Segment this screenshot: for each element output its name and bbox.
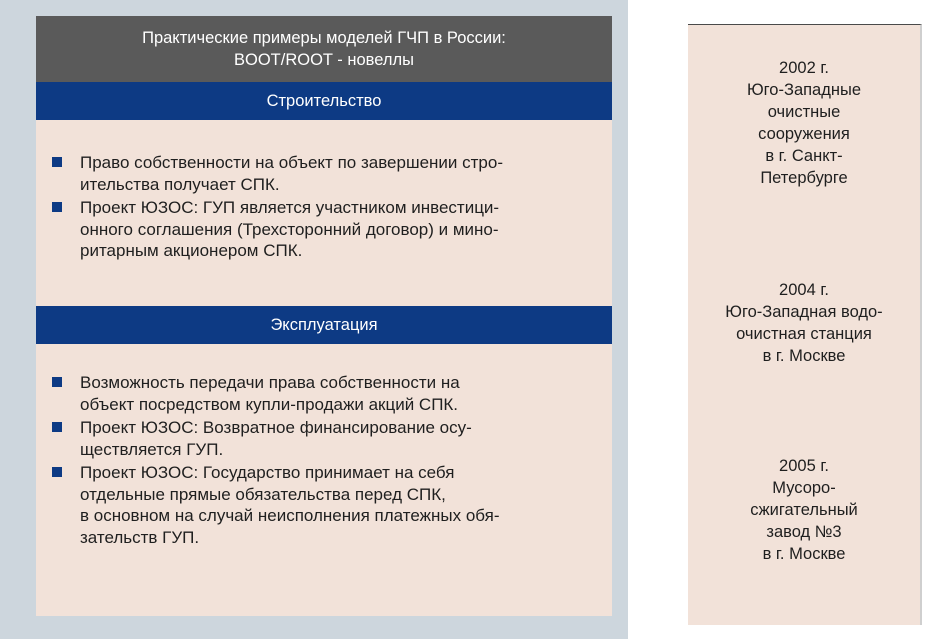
project-line: в г. Москве — [762, 545, 846, 563]
project-year: 2005 г. — [779, 457, 829, 475]
construction-list — [50, 152, 610, 262]
panel-title — [36, 16, 612, 82]
operation-list — [50, 372, 610, 548]
section-heading-construction: Строительство — [36, 82, 612, 120]
list-item — [50, 372, 610, 415]
list-item-line: ритарным акционером СПК. — [80, 241, 303, 260]
square-bullet-icon — [52, 202, 62, 212]
square-bullet-icon — [52, 157, 62, 167]
list-item-line: Проект ЮЗОС: ГУП является участником инвестици- — [80, 198, 500, 217]
list-item-line: онного соглашения (Трехсторонний договор) и мино- — [80, 219, 499, 239]
list-item-line: Возможность передачи права собственности на — [80, 373, 460, 392]
project-entry-2002 — [688, 57, 920, 189]
project-line: сжигательный — [750, 501, 858, 519]
project-line: очистная станция — [736, 325, 872, 343]
project-line: Юго-Западные — [746, 81, 862, 99]
project-line: Юго-Западная водо- — [725, 303, 883, 321]
square-bullet-icon — [52, 377, 62, 387]
project-line: Мусоро- — [772, 479, 836, 497]
list-item — [50, 462, 610, 548]
project-line: в г. Санкт- — [765, 147, 843, 165]
project-line: сооружения — [758, 125, 850, 143]
project-line: в г. Москве — [762, 347, 846, 365]
projects-panel — [688, 24, 922, 625]
square-bullet-icon — [52, 422, 62, 432]
list-item-line: объект посредством купли-продажи акций СПК. — [80, 394, 459, 414]
panel-title-line: Практические примеры моделей ГЧП в России: — [142, 29, 506, 47]
list-item-line: в основном на случай неисполнения платежных обя- — [80, 506, 500, 525]
project-year: 2002 г. — [779, 59, 829, 77]
list-item — [50, 197, 610, 262]
models-panel — [36, 16, 612, 616]
list-item-line: ительства получает СПК. — [80, 174, 280, 194]
section-heading-operation: Эксплуатация — [36, 306, 612, 344]
project-line: очистные — [767, 103, 841, 121]
list-item-line: зательств ГУП. — [80, 527, 200, 547]
project-line: завод №3 — [766, 523, 842, 541]
list-item-line: Проект ЮЗОС: Государство принимает на себя — [80, 463, 455, 482]
project-line: Петербурге — [760, 169, 848, 187]
square-bullet-icon — [52, 467, 62, 477]
list-item — [50, 417, 610, 460]
list-item — [50, 152, 610, 195]
list-item-line: Проект ЮЗОС: Возвратное финансирование осу- — [80, 418, 472, 437]
list-item-line: ществляется ГУП. — [80, 439, 224, 459]
list-item-line: Право собственности на объект по завершении стро- — [80, 153, 503, 172]
project-entry-2005 — [688, 455, 920, 565]
project-year: 2004 г. — [779, 281, 829, 299]
list-item-line: отдельные прямые обязательства перед СПК, — [80, 484, 446, 504]
project-entry-2004 — [688, 279, 920, 367]
panel-title-line: BOOT/ROOT - новеллы — [234, 51, 414, 69]
